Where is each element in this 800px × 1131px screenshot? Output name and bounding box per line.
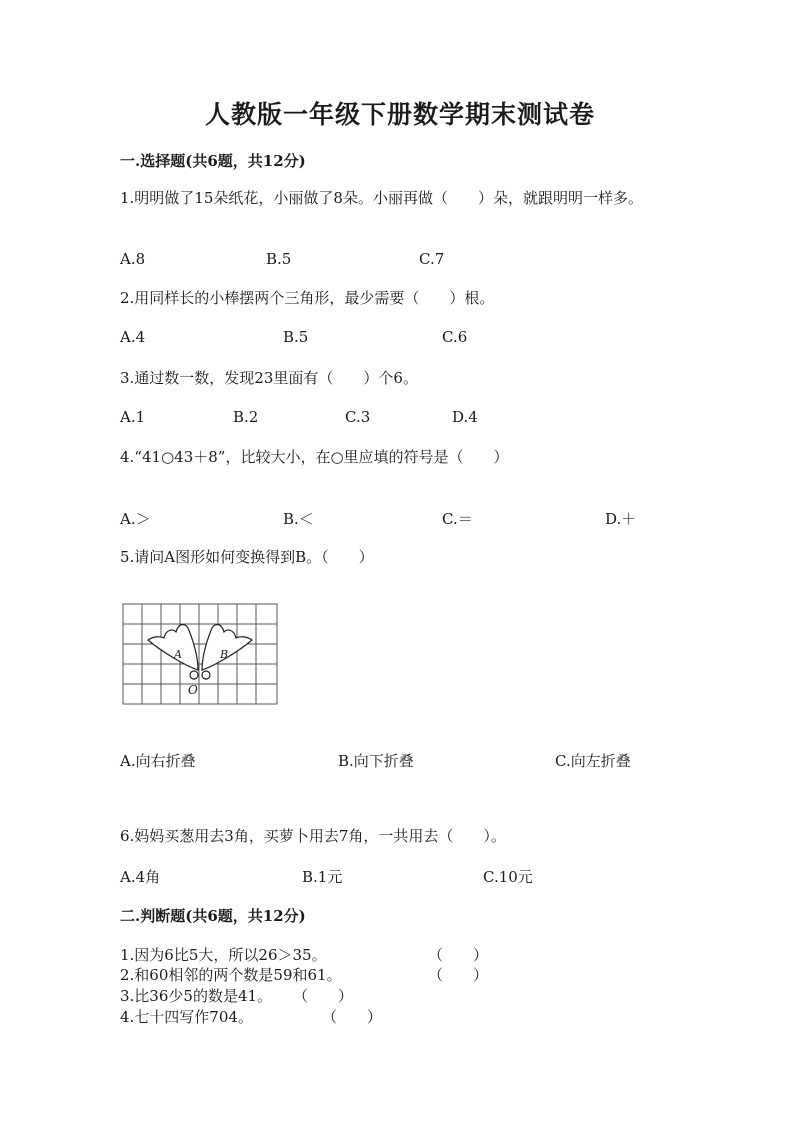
q2-option-c[interactable]: C.6 (442, 328, 468, 346)
q6-option-a[interactable]: A.4角 (120, 868, 161, 886)
q4-option-b[interactable]: B.＜ (283, 510, 314, 528)
shape-a (148, 625, 198, 670)
judgment-item-4: 4.七十四写作704。 (120, 1008, 253, 1026)
judgment-item-2: 2.和60相邻的两个数是59和61。 (120, 966, 342, 984)
judgment-blank-4[interactable]: （ ） (322, 1008, 383, 1026)
stem-loop-right (202, 671, 210, 679)
section-heading-choice: 一.选择题(共6题，共12分) (120, 152, 306, 170)
judgment-item-3: 3.比36少5的数是41。 (120, 987, 273, 1005)
q1-option-b[interactable]: B.5 (266, 250, 292, 268)
stem-loop-left (190, 671, 198, 679)
q4-option-a[interactable]: A.＞ (120, 510, 151, 528)
q5-option-b[interactable]: B.向下折叠 (338, 752, 414, 770)
q6-option-c[interactable]: C.10元 (483, 868, 533, 886)
question-4: 4.“41○43＋8”，比较大小，在○里应填的符号是（ ） (120, 448, 509, 466)
question-3: 3.通过数一数，发现23里面有（ ）个6。 (120, 369, 418, 387)
label-a: A (174, 648, 182, 661)
q5-option-a[interactable]: A.向右折叠 (120, 752, 196, 770)
section-heading-judgment: 二.判断题(共6题，共12分) (120, 907, 306, 925)
label-b: B (220, 648, 229, 661)
q3-option-d[interactable]: D.4 (452, 408, 478, 426)
question-6: 6.妈妈买葱用去3角，买萝卜用去7角，一共用去（ ）。 (120, 827, 506, 845)
page-title: 人教版一年级下册数学期末测试卷 (204, 100, 595, 129)
judgment-blank-2[interactable]: （ ） (428, 966, 489, 984)
label-o: O (188, 683, 198, 697)
q6-option-b[interactable]: B.1元 (302, 868, 343, 886)
question-1: 1.明明做了15朵纸花，小丽做了8朵。小丽再做（ ）朵，就跟明明一样多。 (120, 189, 643, 207)
q3-option-b[interactable]: B.2 (233, 408, 259, 426)
q2-option-b[interactable]: B.5 (283, 328, 309, 346)
question-5: 5.请问A图形如何变换得到B。（ ） (120, 548, 374, 566)
q1-option-a[interactable]: A.8 (120, 250, 146, 268)
question-2: 2.用同样长的小棒摆两个三角形，最少需要（ ）根。 (120, 289, 495, 307)
q1-option-c[interactable]: C.7 (419, 250, 445, 268)
judgment-blank-1[interactable]: （ ） (428, 946, 489, 964)
q5-option-c[interactable]: C.向左折叠 (555, 752, 631, 770)
q3-option-a[interactable]: A.1 (120, 408, 146, 426)
q2-option-a[interactable]: A.4 (120, 328, 146, 346)
grid-lines (123, 604, 277, 704)
q4-option-d[interactable]: D.＋ (605, 510, 637, 528)
judgment-blank-3[interactable]: （ ） (293, 987, 354, 1005)
q3-option-c[interactable]: C.3 (345, 408, 371, 426)
judgment-item-1: 1.因为6比5大，所以26＞35。 (120, 946, 327, 964)
q4-option-c[interactable]: C.＝ (442, 510, 473, 528)
fold-figure (120, 600, 280, 708)
